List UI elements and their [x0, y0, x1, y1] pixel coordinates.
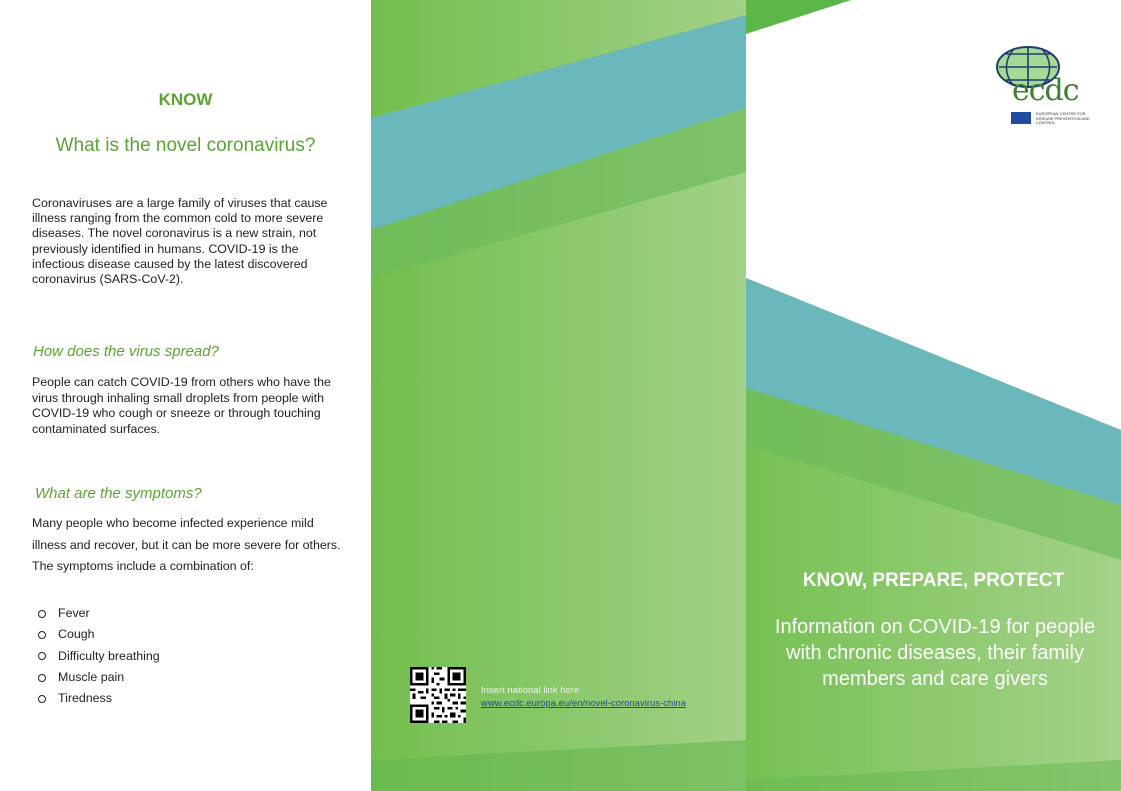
symptoms-list — [38, 603, 160, 709]
spread-question: How does the virus spread? — [33, 343, 219, 360]
symptoms-paragraph — [32, 513, 342, 578]
ecdc-logo-text: ecdc — [1012, 73, 1079, 108]
list-item: Difficulty breathing — [38, 646, 160, 667]
symptoms-text: Many people who become infected experience mild illness and recover, but it can be more severe for others. — [32, 516, 341, 552]
know-heading: KNOW — [158, 90, 213, 109]
intro-paragraph: Coronaviruses are a large family of viruses that cause illness ranging from the common cold to more severe diseases. The novel coronavirus is a new strain, not previously identified in humans. COVID-19 is the infectious disease caused by the latest discovered coronavirus (SARS-CoV-2). — [32, 196, 328, 287]
insert-link-label: Insert national link here — [481, 685, 580, 696]
circle-bullet-icon — [38, 652, 46, 660]
circle-bullet-icon — [38, 674, 46, 682]
list-item: Fever — [38, 603, 160, 624]
ecdc-link[interactable]: www.ecdc.europa.eu/en/novel-coronavirus-china — [481, 698, 686, 709]
right-panel — [746, 0, 1121, 791]
circle-bullet-icon — [38, 610, 46, 618]
ecdc-logo-subtext: EUROPEAN CENTRE FOR DISEASE PREVENTION AND CONTROL — [1036, 111, 1090, 125]
symptoms-intro: The symptoms include a combination of: — [32, 559, 254, 574]
qr-code-icon — [410, 667, 466, 723]
symptoms-question: What are the symptoms? — [35, 485, 202, 502]
list-item: Muscle pain — [38, 667, 160, 688]
list-item: Cough — [38, 624, 160, 645]
circle-bullet-icon — [38, 695, 46, 703]
cover-title: KNOW, PREPARE, PROTECT — [802, 570, 1065, 591]
list-item: Tiredness — [38, 688, 160, 709]
top-decoration — [746, 0, 851, 36]
spread-paragraph: People can catch COVID-19 from others who have the virus through inhaling small droplets from people with COVID-19 who cough or sneeze or through touching contaminated surfaces. — [32, 375, 331, 436]
middle-panel — [371, 0, 746, 791]
cover-subtitle: Information on COVID-19 for people with chronic diseases, their family members and care givers — [774, 616, 1096, 690]
novel-coronavirus-heading: What is the novel coronavirus? — [55, 135, 316, 156]
circle-bullet-icon — [38, 631, 46, 639]
eu-flag-icon — [1011, 112, 1031, 124]
left-panel — [0, 0, 371, 791]
